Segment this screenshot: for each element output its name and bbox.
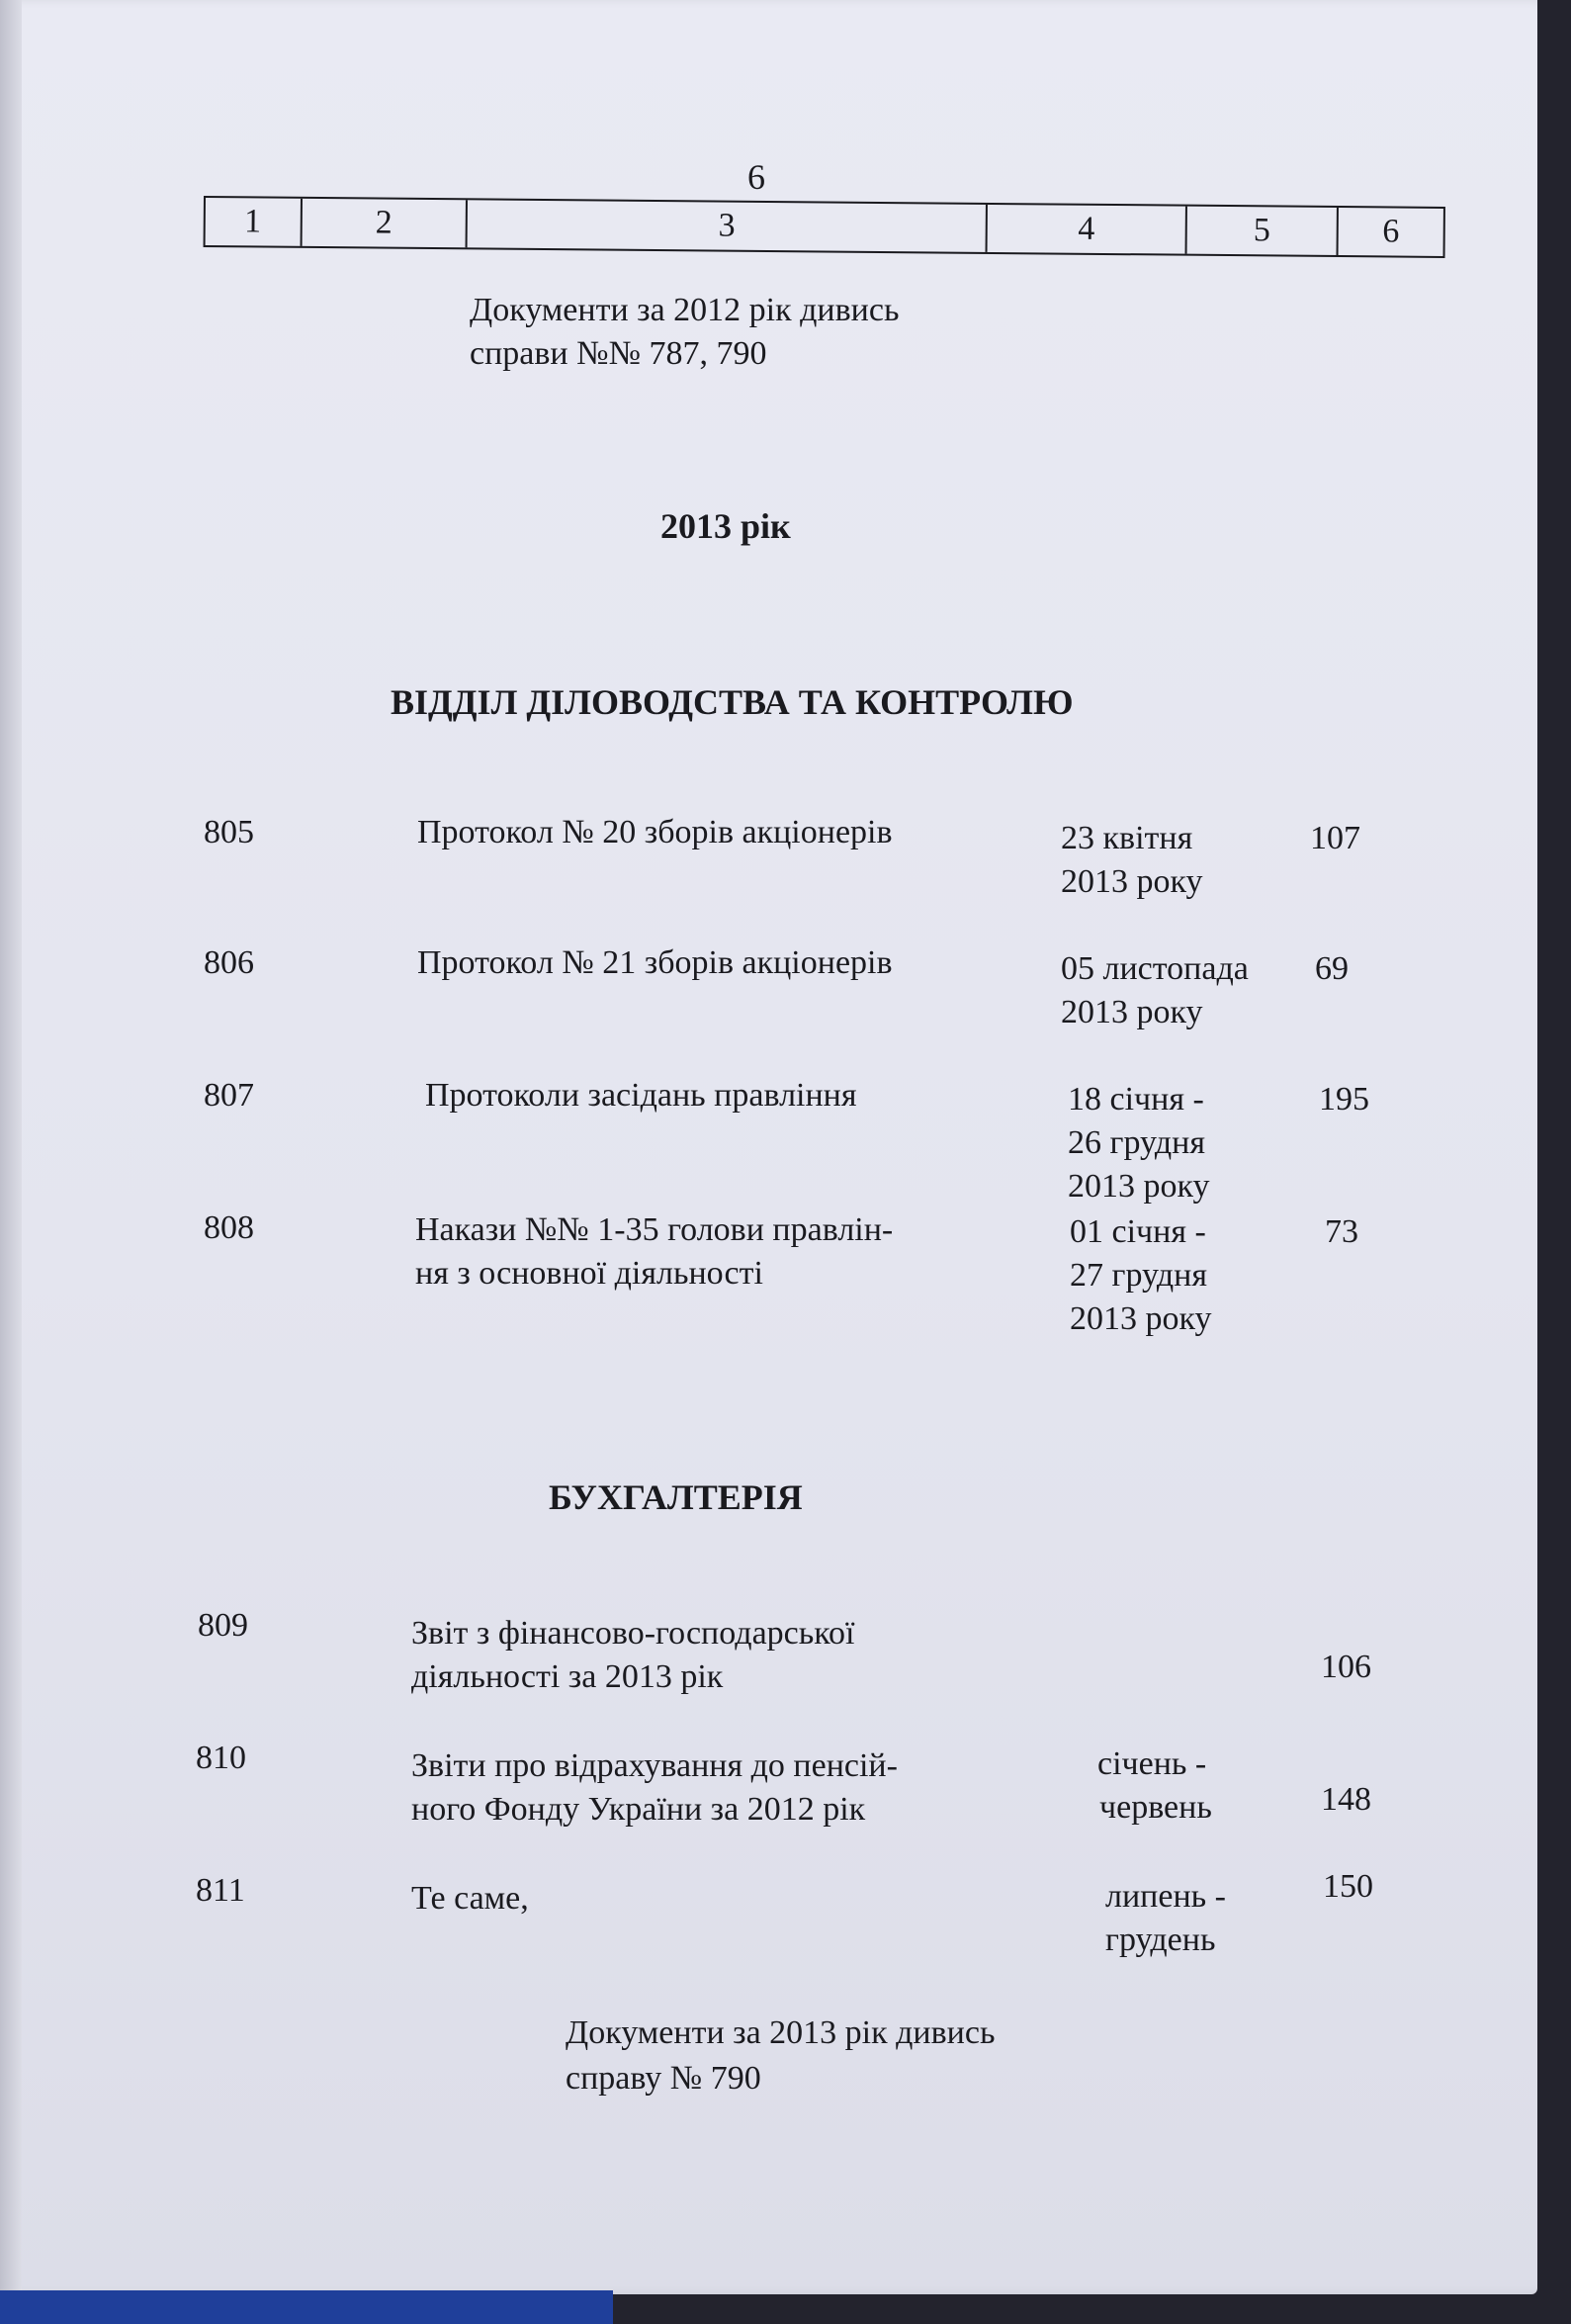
page-number: 6 xyxy=(747,157,765,197)
entry-date: 2013 року xyxy=(1061,863,1203,900)
column-number: 2 xyxy=(302,199,468,247)
entry-number: 805 xyxy=(204,814,254,850)
note-2013-line: Документи за 2013 рік дивись xyxy=(566,2014,996,2051)
entry-date: липень - xyxy=(1105,1878,1226,1915)
entry-sheets: 148 xyxy=(1321,1781,1371,1818)
entry-sheets: 73 xyxy=(1325,1213,1358,1250)
entry-date: січень - xyxy=(1097,1745,1207,1782)
entry-title: ня з основної діяльності xyxy=(415,1255,763,1292)
entry-date: червень xyxy=(1099,1789,1212,1826)
entry-date: 27 грудня xyxy=(1070,1257,1207,1294)
note-2012-line: справи №№ 787, 790 xyxy=(470,335,767,372)
note-2012-line: Документи за 2012 рік дивись xyxy=(470,292,900,328)
column-number: 3 xyxy=(468,200,989,252)
entry-date: 23 квітня xyxy=(1061,820,1193,856)
section-title: ВІДДІЛ ДІЛОВОДСТВА ТА КОНТРОЛЮ xyxy=(391,682,1074,722)
column-number-header xyxy=(204,196,1445,258)
entry-number: 808 xyxy=(204,1209,254,1246)
entry-number: 807 xyxy=(204,1077,254,1114)
entry-number: 811 xyxy=(196,1872,245,1909)
entry-date: 2013 року xyxy=(1068,1168,1210,1205)
entry-title: Протоколи засідань правління xyxy=(425,1077,857,1114)
entry-title: Протокол № 21 зборів акціонерів xyxy=(417,944,893,981)
entry-number: 809 xyxy=(198,1607,248,1644)
year-heading: 2013 рік xyxy=(660,506,791,546)
column-number: 1 xyxy=(206,198,303,246)
background-edge xyxy=(0,2290,613,2324)
entry-sheets: 106 xyxy=(1321,1649,1371,1685)
entry-date: 18 січня - xyxy=(1068,1081,1204,1117)
entry-date: 2013 року xyxy=(1070,1300,1212,1337)
entry-title: Те саме, xyxy=(411,1880,529,1917)
binding-edge xyxy=(0,0,22,2294)
column-number: 4 xyxy=(988,205,1187,254)
entry-date: 26 грудня xyxy=(1068,1124,1205,1161)
entry-sheets: 150 xyxy=(1323,1868,1373,1905)
entry-sheets: 107 xyxy=(1310,820,1360,856)
entry-title: Звіти про відрахування до пенсій- xyxy=(411,1747,898,1784)
entry-title: діяльності за 2013 рік xyxy=(411,1658,724,1695)
entry-title: ного Фонду України за 2012 рік xyxy=(411,1791,866,1828)
section-title: БУХГАЛТЕРІЯ xyxy=(549,1477,803,1517)
entry-date: грудень xyxy=(1105,1922,1216,1958)
entry-date: 2013 року xyxy=(1061,994,1203,1030)
note-2013-line: справу № 790 xyxy=(566,2060,761,2097)
entry-title: Протокол № 20 зборів акціонерів xyxy=(417,814,893,850)
entry-date: 01 січня - xyxy=(1070,1213,1206,1250)
entry-sheets: 69 xyxy=(1315,950,1349,987)
entry-title: Накази №№ 1-35 голови правлін- xyxy=(415,1211,894,1248)
entry-number: 810 xyxy=(196,1740,246,1776)
entry-title: Звіт з фінансово-господарської xyxy=(411,1615,855,1652)
entry-sheets: 195 xyxy=(1319,1081,1369,1117)
entry-date: 05 листопада xyxy=(1061,950,1249,987)
column-number: 5 xyxy=(1186,207,1339,255)
entry-number: 806 xyxy=(204,944,254,981)
column-number: 6 xyxy=(1382,213,1400,250)
